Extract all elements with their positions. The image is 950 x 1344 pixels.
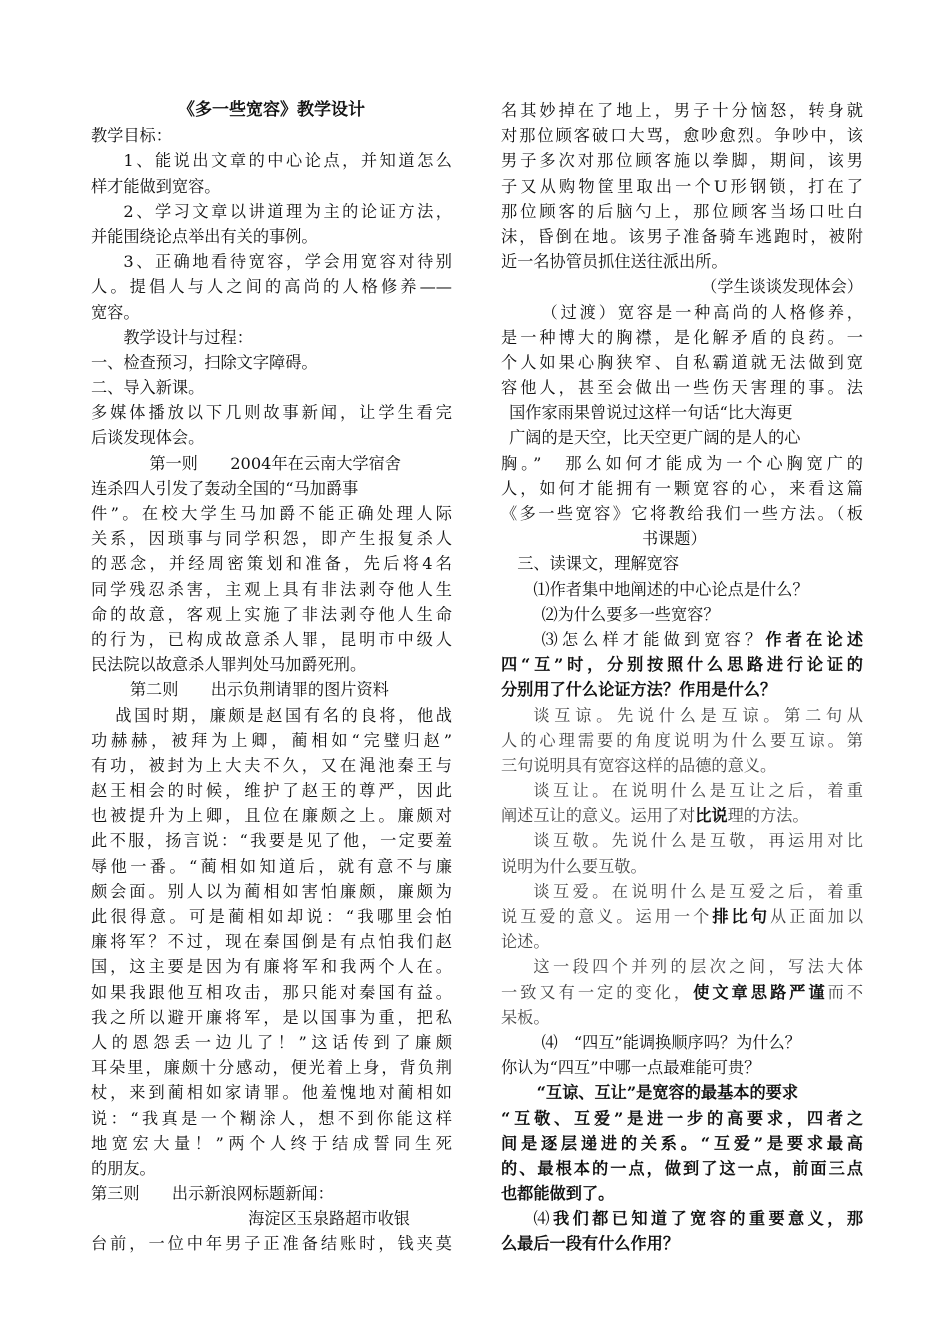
text-line: 二、导入新课。 bbox=[91, 378, 205, 398]
text-line: （学生谈谈发现体会） bbox=[701, 277, 863, 297]
text-line: 地宽宏大量！”两个人终于结成誓同生死 bbox=[91, 1133, 452, 1153]
text-line: 四“互”时，分别按照什么思路进行论证的 bbox=[501, 655, 863, 675]
text-line: 有功，被封为上大夫不久，又在渑池秦王与 bbox=[91, 755, 452, 775]
text-line: 谈互爱。在说明什么是互爱之后，着重 bbox=[533, 881, 863, 901]
text-line: 谈互谅。先说什么是互谅。第二句从 bbox=[533, 705, 863, 725]
text-line: 台前，一位中年男子正准备结账时，钱夹莫 bbox=[91, 1234, 452, 1254]
text-line: 战国时期，廉颇是赵国有名的良将，他战 bbox=[115, 705, 452, 725]
text-line: 三句说明具有宽容这样的品德的意义。 bbox=[501, 755, 777, 775]
text-line: 子又从购物筐里取出一个U形钢锁，打在了 bbox=[501, 176, 863, 196]
text-line: 论述。 bbox=[501, 932, 550, 952]
text-line: 的朋友。 bbox=[91, 1158, 156, 1178]
text-line: 赵王相会的时候，维护了赵王的尊严，因此 bbox=[91, 781, 452, 801]
text-line: 三、读课文，理解宽容 bbox=[517, 554, 680, 574]
text-line: “互谅、互让”是宽容的最基本的要求 bbox=[536, 1083, 799, 1103]
text-line: 国，这主要是因为有廉将军和我两个人在。 bbox=[91, 957, 452, 977]
text-line: 样才能做到宽容。 bbox=[91, 176, 221, 196]
text-line: 关系，因琐事与同学积怨，即产生报复杀人 bbox=[91, 529, 452, 549]
text-line: 的恶念，并经周密策划和准备，先后将4名 bbox=[91, 554, 452, 574]
text-line: 我之所以避开廉将军，是以国事为重，把私 bbox=[91, 1007, 452, 1027]
text-line: 功赫赫，被拜为上卿，蔺相如“完璧归赵” bbox=[91, 730, 452, 750]
text-line: 《多一些宽容》它将教给我们一些方法。（板 bbox=[501, 504, 863, 523]
text-line: 容他人，甚至会做出一些伤天害理的事。法 bbox=[501, 378, 863, 398]
text-line: 《多一些宽容》教学设计 bbox=[178, 100, 365, 120]
text-line: 民法院以故意杀人罪判处马加爵死刑。 bbox=[91, 655, 367, 675]
text-line: 个人如果心胸狭窄、自私霸道就无法做到宽 bbox=[501, 352, 863, 372]
text-line: 耳朵里，廉颇十分感动，便光着上身，背负荆 bbox=[91, 1058, 452, 1078]
text-line: 广阔的是天空，比天空更广阔的是人的心 bbox=[509, 428, 801, 448]
text-line: 廉将军？不过，现在秦国倒是有点怕我们赵 bbox=[91, 932, 452, 952]
text-line: 说：“我真是一个糊涂人，想不到你能这样 bbox=[91, 1108, 452, 1128]
text-line: 是一种博大的胸襟，是化解矛盾的良药。一 bbox=[501, 327, 863, 347]
text-line: 的行为，已构成故意杀人罪，昆明市中级人 bbox=[91, 629, 452, 649]
text-line: 第三则 出示新浪网标题新闻： bbox=[91, 1184, 334, 1204]
text-line: 男子多次对那位顾客施以拳脚，期间，该男 bbox=[501, 151, 863, 171]
text-line: 书课题） bbox=[641, 529, 707, 549]
text-line: 名其妙掉在了地上，男子十分恼怒，转身就 bbox=[501, 101, 863, 120]
left-column bbox=[91, 98, 452, 1257]
text-line: 同学残忍杀害，主观上具有非法剥夺他人生 bbox=[91, 579, 452, 599]
text-line: 人的恩怨丢一边儿了！”这话传到了廉颇 bbox=[91, 1032, 452, 1052]
text-line: 么最后一段有什么作用？ bbox=[501, 1234, 680, 1254]
text-line: 你认为“四互”中哪一点最难能可贵？ bbox=[501, 1058, 761, 1078]
text-line: 沫，昏倒在地。该男子准备骑车逃跑时，被附 bbox=[501, 226, 863, 246]
text-line: 并能围绕论点举出有关的事例。 bbox=[91, 226, 318, 246]
text-line: 连杀四人引发了轰动全国的“马加爵事 bbox=[91, 478, 359, 498]
text-line: 海淀区玉泉路超市收银 bbox=[248, 1209, 410, 1229]
text-line: 辱他一番。“蔺相如知道后，就有意不与廉 bbox=[91, 856, 452, 876]
text-line: 胸。” 那么如何才能成为一个心胸宽广的 bbox=[501, 453, 863, 473]
text-line: 对那位顾客破口大骂，愈吵愈烈。争吵中，该 bbox=[501, 126, 863, 146]
text-line: 1、能说出文章的中心论点，并知道怎么 bbox=[123, 151, 452, 171]
text-line: 人。提倡人与人之间的高尚的人格修养—— bbox=[91, 277, 452, 297]
text-line: 间是逐层递进的关系。“互爱”是要求最高 bbox=[501, 1133, 863, 1153]
text-line: ⑵为什么要多一些宽容？ bbox=[541, 604, 720, 624]
text-line: 此不服，扬言说：“我要是见了他，一定要羞 bbox=[91, 831, 452, 851]
text-line: 那位顾客的后脑勺上，那位顾客当场口吐白 bbox=[501, 201, 863, 221]
text-line: 也被提升为上卿，且位在廉颇之上。廉颇对 bbox=[91, 806, 452, 826]
text-line: 后谈发现体会。 bbox=[91, 428, 205, 448]
text-line: ⑶怎么样才能做到宽容？作者在论述 bbox=[541, 629, 864, 649]
text-line: 国作家雨果曾说过这样一句话“比大海更 bbox=[509, 403, 793, 423]
text-line: 的、最根本的一点，做到了这一点，前面三点 bbox=[501, 1158, 863, 1178]
text-line: （过渡）宽容是一种高尚的人格修养， bbox=[541, 302, 863, 322]
text-line: 2、学习文章以讲道理为主的论证方法， bbox=[123, 201, 452, 221]
text-line: ⑷我们都已知道了宽容的重要意义，那 bbox=[533, 1209, 864, 1229]
text-line: 说互爱的意义。运用一个排比句从正面加以 bbox=[501, 907, 864, 926]
text-line: 近一名协管员抓住送往派出所。 bbox=[501, 252, 728, 272]
text-line: 说明为什么要互敬。 bbox=[501, 856, 647, 876]
text-line: 第一则 2004年在云南大学宿舍 bbox=[149, 453, 401, 473]
text-line: 谈互让。在说明什么是互让之后，着重 bbox=[533, 781, 863, 801]
text-line: 杖，来到蔺相如家请罪。他羞愧地对蔺相如 bbox=[91, 1083, 452, 1103]
text-line: 分别用了什么论证方法？作用是什么？ bbox=[501, 680, 777, 700]
text-line: 这一段四个并列的层次之间，写法大体 bbox=[533, 957, 863, 977]
text-line: 件”。在校大学生马加爵不能正确处理人际 bbox=[91, 504, 452, 523]
text-line: 此很得意。可是蔺相如却说：“我哪里会怕 bbox=[91, 907, 452, 926]
text-line: 3、正确地看待宽容，学会用宽容对待别 bbox=[123, 252, 452, 272]
text-line: 人，如何才能拥有一颗宽容的心，来看这篇 bbox=[501, 478, 863, 498]
text-line: 人的心理需要的角度说明为什么要互谅。第 bbox=[501, 730, 863, 750]
text-line: 命的故意，客观上实施了非法剥夺他人生命 bbox=[91, 604, 452, 624]
text-line: 一致又有一定的变化，使文章思路严谨而不 bbox=[501, 982, 864, 1002]
text-line: “互敬、互爱”是进一步的高要求，四者之 bbox=[501, 1108, 863, 1128]
text-line: 颇会面。别人以为蔺相如害怕廉颇，廉颇为 bbox=[91, 881, 452, 901]
text-line: 第二则 出示负荆请罪的图片资料 bbox=[129, 680, 389, 700]
text-line: 教学目标： bbox=[91, 126, 172, 146]
text-line: 呆板。 bbox=[501, 1007, 550, 1027]
text-line: 教学设计与过程： bbox=[123, 327, 253, 347]
text-line: 如果我跟他互相攻击，那只能对秦国有益。 bbox=[91, 982, 452, 1002]
right-column bbox=[501, 98, 863, 1257]
text-line: 一、检查预习，扫除文字障碍。 bbox=[91, 352, 318, 372]
text-line: ⑴作者集中地阐述的中心论点是什么？ bbox=[533, 579, 809, 599]
text-line: 多媒体播放以下几则故事新闻，让学生看完 bbox=[91, 403, 452, 423]
text-line: 谈互敬。先说什么是互敬，再运用对比 bbox=[533, 831, 863, 851]
text-line: ⑷ “四互”能调换顺序吗？为什么？ bbox=[541, 1032, 801, 1052]
text-line: 也都能做到了。 bbox=[501, 1184, 615, 1204]
text-line: 宽容。 bbox=[91, 302, 140, 322]
text-line: 阐述互让的意义。运用了对比说理的方法。 bbox=[501, 806, 809, 826]
